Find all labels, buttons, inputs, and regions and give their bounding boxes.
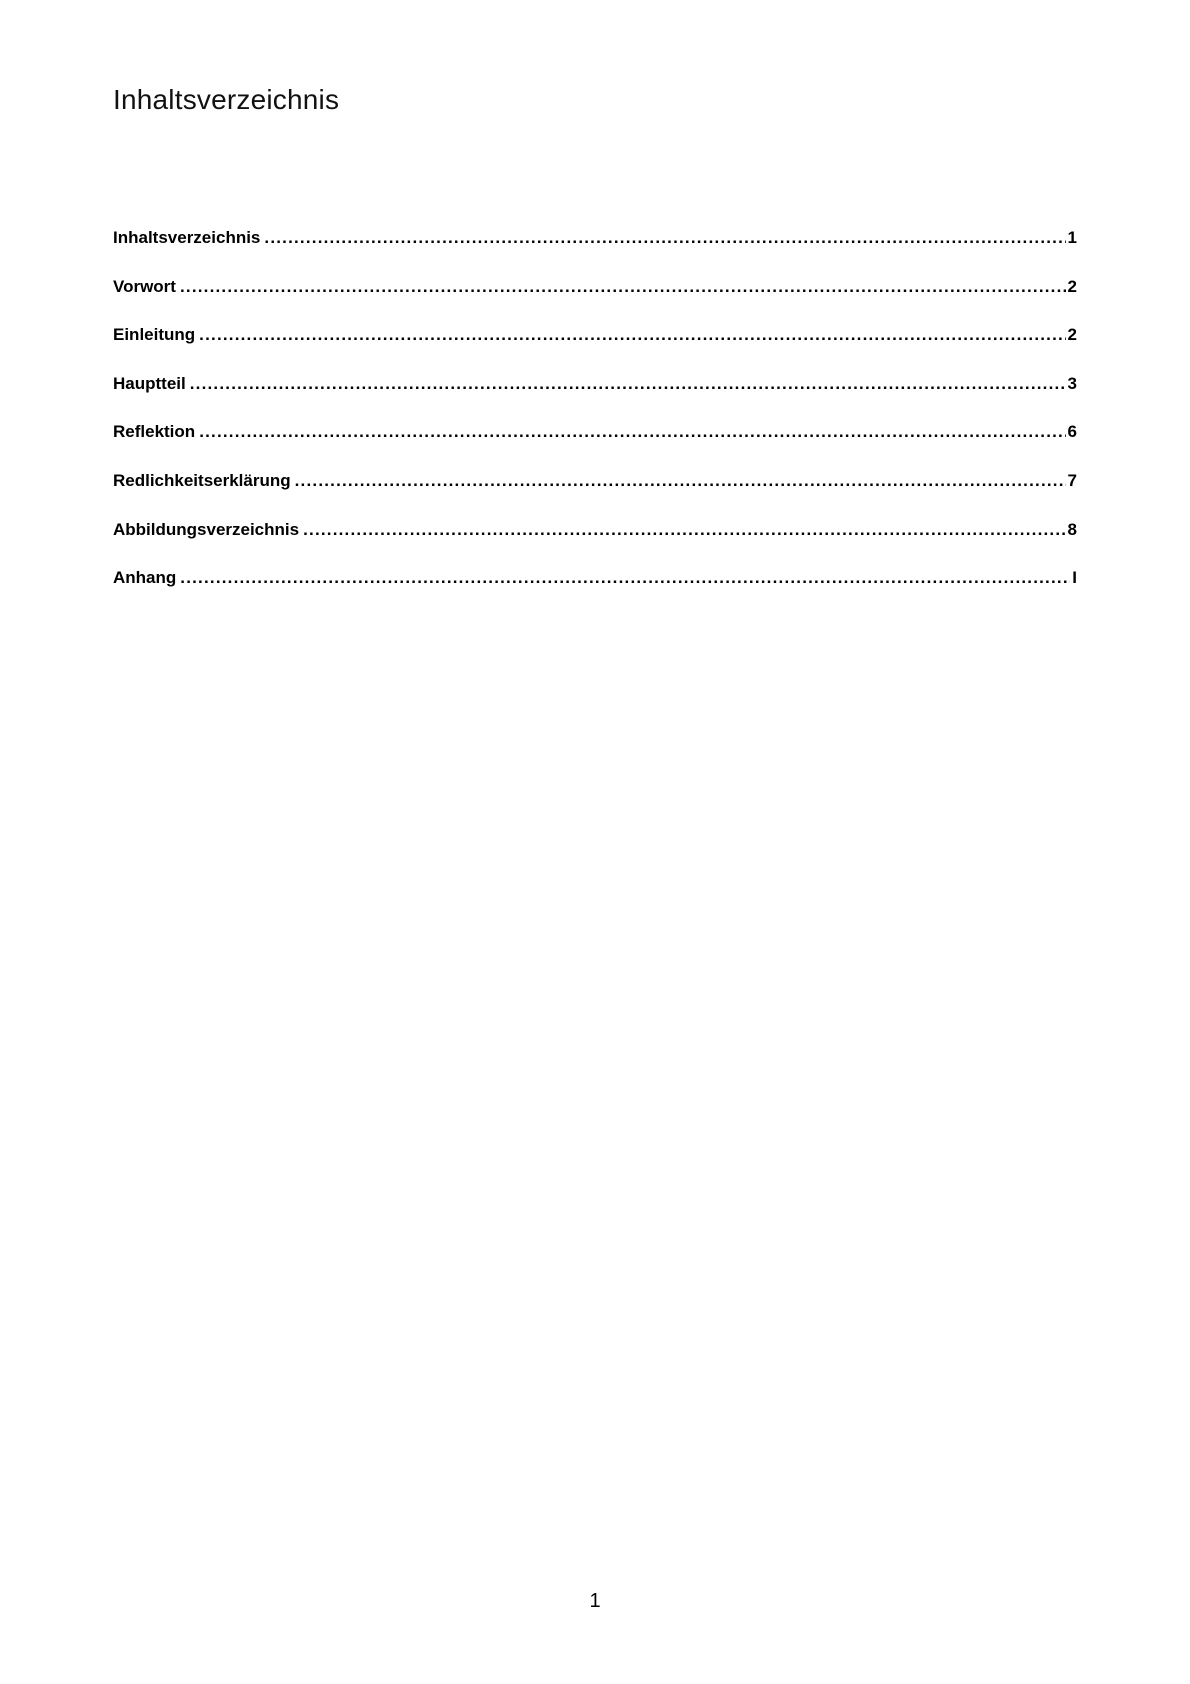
toc-entry-page: 8 (1067, 519, 1077, 539)
toc-entry-label: Reflektion (113, 422, 196, 442)
toc-entry-hauptteil[interactable] (113, 374, 1077, 423)
toc-entry-label: Hauptteil (113, 373, 186, 393)
toc-entry-abbildungsverzeichnis[interactable] (113, 520, 1077, 569)
toc-entry-label: Vorwort (113, 276, 176, 296)
toc-dot-leader (303, 520, 1065, 540)
toc-entry-inhaltsverzeichnis[interactable] (113, 228, 1077, 277)
toc-dot-leader (180, 277, 1066, 297)
toc-entry-label: Redlichkeitserklärung (113, 470, 291, 490)
toc-entry-anhang[interactable] (113, 568, 1077, 617)
toc-dot-leader (295, 471, 1066, 491)
toc-dot-leader (199, 422, 1065, 442)
page-title: Inhaltsverzeichnis (113, 84, 340, 115)
table-of-contents (113, 228, 1077, 617)
toc-dot-leader (180, 568, 1070, 588)
toc-dot-leader (199, 325, 1065, 345)
toc-entry-page: 2 (1067, 276, 1077, 296)
page-number: 1 (589, 1590, 601, 1612)
toc-entry-page: 6 (1067, 422, 1077, 442)
toc-entry-einleitung[interactable] (113, 325, 1077, 374)
toc-entry-label: Inhaltsverzeichnis (113, 228, 261, 247)
toc-entry-redlichkeitserklaerung[interactable] (113, 471, 1077, 520)
toc-entry-reflektion[interactable] (113, 422, 1077, 471)
toc-entry-page: 1 (1067, 228, 1077, 247)
toc-dot-leader (190, 374, 1066, 394)
toc-entry-label: Anhang (113, 568, 177, 588)
toc-dot-leader (264, 228, 1065, 248)
toc-entry-page: 3 (1067, 373, 1077, 393)
toc-entry-vorwort[interactable] (113, 277, 1077, 326)
toc-entry-page: I (1072, 568, 1077, 588)
toc-entry-label: Abbildungsverzeichnis (113, 519, 300, 539)
toc-entry-page: 2 (1067, 325, 1077, 345)
toc-entry-label: Einleitung (113, 325, 196, 345)
toc-entry-page: 7 (1067, 470, 1077, 490)
